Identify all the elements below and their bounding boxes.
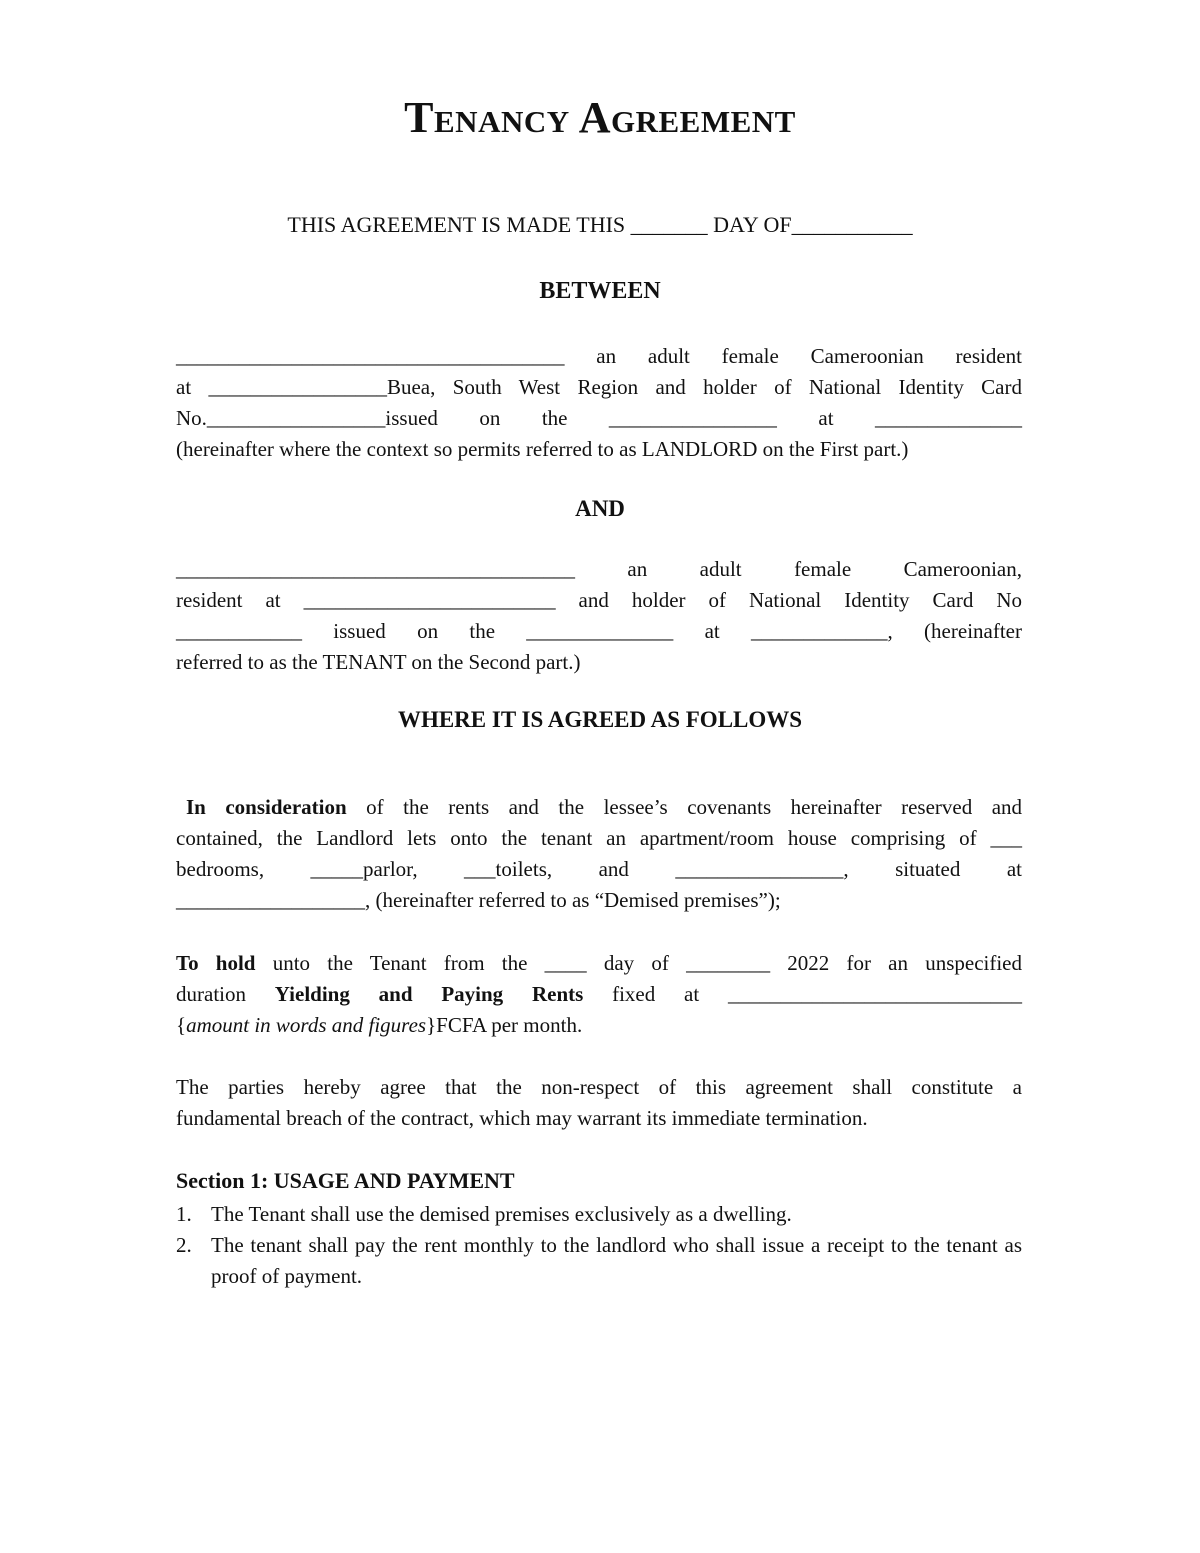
consideration-line-4: __________________, (hereinafter referred to as “Demised premises”); [176,888,781,912]
breach-paragraph [176,1072,1022,1134]
and-heading: AND [575,496,625,521]
landlord-line-3: No._________________issued on the ________________ at ______________ [176,406,1022,430]
section-1-list [176,1199,1022,1292]
hold-line-3: {amount in words and figures}FCFA per month. [176,1013,583,1037]
section-1-heading: Section 1: USAGE AND PAYMENT [176,1168,515,1193]
agreed-heading: WHERE IT IS AGREED AS FOLLOWS [397,707,803,732]
consideration-line-1: In consideration of the rents and the lessee’s covenants hereinafter reserved and [186,795,1023,819]
between-heading: BETWEEN [539,278,661,304]
list-item-number: 1. [176,1202,192,1226]
list-item-number: 2. [176,1233,192,1257]
landlord-line-1: _____________________________________ an adult female Cameroonian resident [176,344,1022,368]
hold-line-2: duration Yielding and Paying Rents fixed at ____________________________ [176,982,1022,1006]
breach-line-1: The parties hereby agree that the non-respect of this agreement shall constitute a [176,1075,1022,1099]
list-item-text: The tenant shall pay the rent monthly to the landlord who shall issue a receipt to the tenant as proof of payment. [211,1233,1022,1288]
consideration-line-3: bedrooms, _____parlor, ___toilets, and ________________, situated at [176,857,1022,881]
breach-line-2: fundamental breach of the contract, which may warrant its immediate termination. [176,1106,868,1130]
hold-paragraph [176,948,1022,1041]
list-item-text: The Tenant shall use the demised premises exclusively as a dwelling. [211,1202,792,1226]
list-item [176,1230,1022,1292]
landlord-line-4: (hereinafter where the context so permits referred to as LANDLORD on the First part.) [176,437,909,461]
landlord-line-2: at _________________Buea, South West Region and holder of National Identity Card [176,375,1022,399]
consideration-paragraph [176,792,1022,916]
tenant-line-3: ____________ issued on the ______________ at _____________, (hereinafter [176,619,1022,643]
agreement-date-line: THIS AGREEMENT IS MADE THIS _______ DAY OF___________ [287,212,913,237]
document-title: Tenancy Agreement [404,93,796,142]
tenant-line-1: ______________________________________ an adult female Cameroonian, [176,557,1022,581]
tenant-line-4: referred to as the TENANT on the Second part.) [176,650,581,674]
tenant-paragraph [176,554,1022,678]
tenant-line-2: resident at ________________________ and holder of National Identity Card No [176,588,1022,612]
landlord-paragraph [176,341,1022,465]
list-item [176,1199,1022,1230]
consideration-line-2: contained, the Landlord lets onto the tenant an apartment/room house comprising of ___ [176,826,1022,850]
hold-line-1: To hold unto the Tenant from the ____ day of ________ 2022 for an unspecified [176,951,1022,975]
